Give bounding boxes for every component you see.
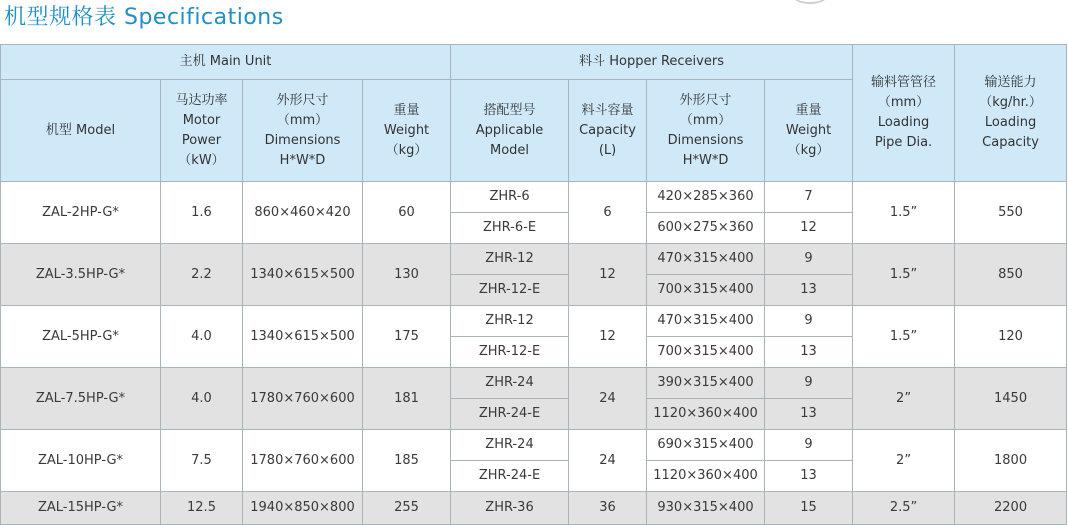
cell-receiver-model: ZHR-12-E <box>451 337 569 368</box>
cell-pipe-dia: 1.5” <box>853 244 955 306</box>
cell-pipe-dia: 2.5” <box>853 492 955 525</box>
cell-receiver-weight: 9 <box>765 306 853 337</box>
cell-dimensions: 1340×615×500 <box>243 244 363 306</box>
cell-receiver-dimensions: 700×315×400 <box>647 337 765 368</box>
cell-throughput: 850 <box>955 244 1067 306</box>
cell-model: ZAL-10HP-G* <box>1 430 161 492</box>
table-row <box>1 244 1067 275</box>
cell-receiver-weight: 7 <box>765 182 853 213</box>
cell-power: 12.5 <box>161 492 243 525</box>
cell-receiver-weight: 9 <box>765 368 853 399</box>
cell-receiver-weight: 15 <box>765 492 853 525</box>
cell-weight: 175 <box>363 306 451 368</box>
cell-model: ZAL-7.5HP-G* <box>1 368 161 430</box>
cell-receiver-dimensions: 1120×360×400 <box>647 461 765 492</box>
cell-throughput: 2200 <box>955 492 1067 525</box>
cell-dimensions: 1780×760×600 <box>243 368 363 430</box>
cell-receiver-weight: 9 <box>765 244 853 275</box>
cell-power: 1.6 <box>161 182 243 244</box>
cell-weight: 185 <box>363 430 451 492</box>
header-weight: 重量 Weight （kg） <box>363 80 451 182</box>
cell-receiver-model: ZHR-6-E <box>451 213 569 244</box>
cell-receiver-model: ZHR-24 <box>451 368 569 399</box>
cell-weight: 60 <box>363 182 451 244</box>
cell-power: 4.0 <box>161 368 243 430</box>
cell-power: 2.2 <box>161 244 243 306</box>
header-dimensions: 外形尺寸 （mm） Dimensions H*W*D <box>243 80 363 182</box>
cell-receiver-model: ZHR-12-E <box>451 275 569 306</box>
header-model: 机型 Model <box>1 80 161 182</box>
cell-dimensions: 860×460×420 <box>243 182 363 244</box>
cell-hopper-capacity: 12 <box>569 306 647 368</box>
cell-model: ZAL-3.5HP-G* <box>1 244 161 306</box>
header-pipe-dia: 输料管管径 （mm） Loading Pipe Dia. <box>853 45 955 182</box>
cell-receiver-dimensions: 930×315×400 <box>647 492 765 525</box>
cell-receiver-dimensions: 690×315×400 <box>647 430 765 461</box>
cell-receiver-weight: 13 <box>765 337 853 368</box>
cell-hopper-capacity: 24 <box>569 430 647 492</box>
cell-weight: 130 <box>363 244 451 306</box>
cell-pipe-dia: 2” <box>853 430 955 492</box>
cell-receiver-model: ZHR-12 <box>451 244 569 275</box>
cell-receiver-model: ZHR-36 <box>451 492 569 525</box>
page-title: 机型规格表 Specifications <box>4 5 284 30</box>
cell-receiver-weight: 13 <box>765 461 853 492</box>
cell-throughput: 1800 <box>955 430 1067 492</box>
cell-dimensions: 1940×850×800 <box>243 492 363 525</box>
decorative-arc <box>790 0 830 4</box>
cell-throughput: 120 <box>955 306 1067 368</box>
cell-receiver-dimensions: 470×315×400 <box>647 244 765 275</box>
cell-hopper-capacity: 24 <box>569 368 647 430</box>
cell-power: 7.5 <box>161 430 243 492</box>
cell-model: ZAL-15HP-G* <box>1 492 161 525</box>
header-motor-power: 马达功率 Motor Power （kW） <box>161 80 243 182</box>
cell-receiver-model: ZHR-24-E <box>451 399 569 430</box>
cell-pipe-dia: 1.5” <box>853 182 955 244</box>
cell-power: 4.0 <box>161 306 243 368</box>
cell-receiver-model: ZHR-6 <box>451 182 569 213</box>
cell-receiver-weight: 12 <box>765 213 853 244</box>
cell-pipe-dia: 2” <box>853 368 955 430</box>
cell-receiver-dimensions: 470×315×400 <box>647 306 765 337</box>
cell-dimensions: 1340×615×500 <box>243 306 363 368</box>
cell-model: ZAL-5HP-G* <box>1 306 161 368</box>
header-main-unit: 主机 Main Unit <box>1 45 451 80</box>
cell-receiver-weight: 13 <box>765 399 853 430</box>
cell-receiver-dimensions: 420×285×360 <box>647 182 765 213</box>
cell-dimensions: 1780×760×600 <box>243 430 363 492</box>
cell-throughput: 550 <box>955 182 1067 244</box>
header-hopper-receivers: 料斗 Hopper Receivers <box>451 45 853 80</box>
header-hopper-dimensions: 外形尺寸 （mm） Dimensions H*W*D <box>647 80 765 182</box>
specifications-table <box>0 44 1067 525</box>
cell-throughput: 1450 <box>955 368 1067 430</box>
cell-receiver-dimensions: 1120×360×400 <box>647 399 765 430</box>
cell-hopper-capacity: 6 <box>569 182 647 244</box>
cell-receiver-dimensions: 700×315×400 <box>647 275 765 306</box>
cell-receiver-model: ZHR-24 <box>451 430 569 461</box>
cell-weight: 181 <box>363 368 451 430</box>
header-hopper-weight: 重量 Weight （kg） <box>765 80 853 182</box>
cell-receiver-model: ZHR-24-E <box>451 461 569 492</box>
table-row <box>1 430 1067 461</box>
table-row <box>1 306 1067 337</box>
table-row <box>1 492 1067 525</box>
table-row <box>1 182 1067 213</box>
cell-weight: 255 <box>363 492 451 525</box>
cell-receiver-weight: 13 <box>765 275 853 306</box>
header-applicable-model: 搭配型号 Applicable Model <box>451 80 569 182</box>
cell-hopper-capacity: 12 <box>569 244 647 306</box>
cell-receiver-dimensions: 390×315×400 <box>647 368 765 399</box>
cell-receiver-weight: 9 <box>765 430 853 461</box>
header-hopper-capacity: 料斗容量 Capacity (L) <box>569 80 647 182</box>
cell-model: ZAL-2HP-G* <box>1 182 161 244</box>
table-row <box>1 368 1067 399</box>
header-capacity: 输送能力 （kg/hr.） Loading Capacity <box>955 45 1067 182</box>
cell-pipe-dia: 1.5” <box>853 306 955 368</box>
cell-receiver-model: ZHR-12 <box>451 306 569 337</box>
cell-hopper-capacity: 36 <box>569 492 647 525</box>
cell-receiver-dimensions: 600×275×360 <box>647 213 765 244</box>
